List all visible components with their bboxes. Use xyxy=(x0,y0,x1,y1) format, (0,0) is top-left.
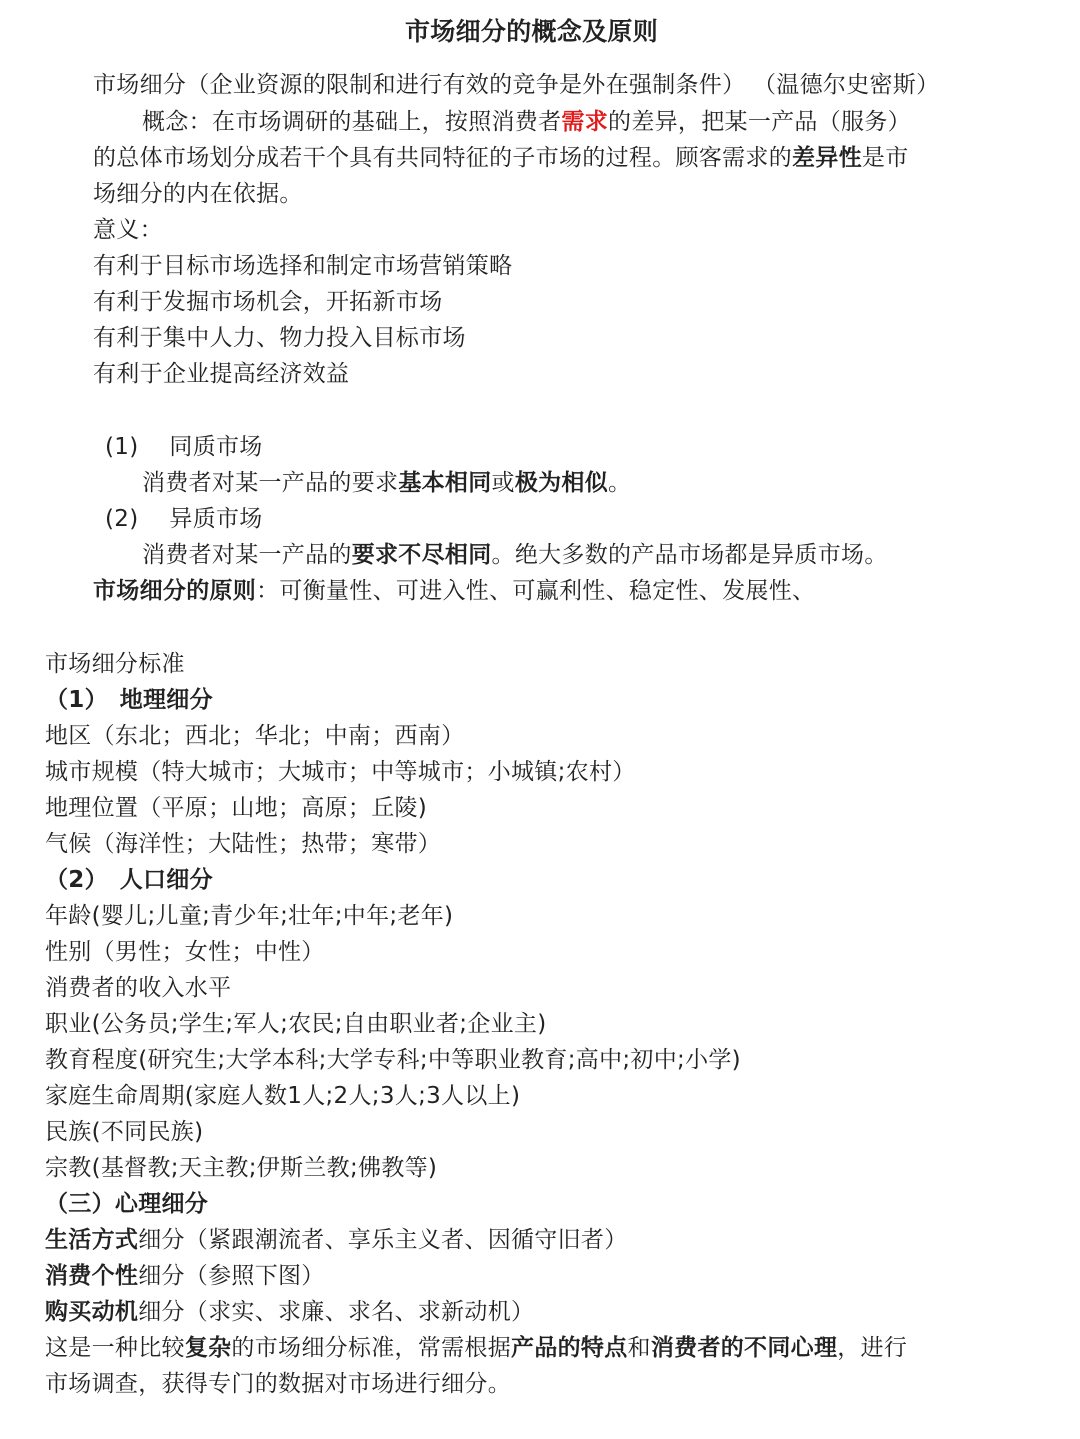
text-run: 消费者对某一产品的 xyxy=(142,542,352,568)
text-line: 市场调查，获得专门的数据对市场进行细分。 xyxy=(45,1371,511,1397)
highlight-red: 需求 xyxy=(561,109,609,135)
bold-text: 极为相似 xyxy=(514,470,609,496)
text-run: 消费者对某一产品的要求 xyxy=(142,470,399,496)
text-line: 年龄(婴儿;儿童;青少年;壮年;中年;老年) xyxy=(45,903,454,929)
text-line xyxy=(142,468,631,498)
subsection-heading: （三）心理细分 xyxy=(45,1191,209,1217)
bold-text: 消费个性 xyxy=(45,1263,139,1289)
bold-text: 复杂 xyxy=(184,1335,232,1361)
text-run: ，进行 xyxy=(837,1335,908,1361)
bold-text: 消费者的不同心理 xyxy=(650,1335,838,1361)
page-title: 市场细分的概念及原则 xyxy=(405,17,659,46)
text-line xyxy=(45,1297,534,1327)
text-line: 有利于企业提高经济效益 xyxy=(93,361,350,387)
text-line: 气候（海洋性；大陆性；热带；寒带） xyxy=(45,831,442,857)
text-line: (1) 同质市场 xyxy=(105,434,263,460)
text-run: 的差异，把某一产品（服务） xyxy=(608,109,911,135)
text-run: 。 xyxy=(608,470,632,496)
text-line: 家庭生命周期(家庭人数1人;2人;3人;3人以上) xyxy=(45,1083,521,1109)
text-line xyxy=(93,143,909,173)
text-run: 的总体市场划分成若干个具有共同特征的子市场的过程。顾客需求的 xyxy=(93,145,792,171)
text-line: 教育程度(研究生;大学本科;大学专科;中等职业教育;高中;初中;小学) xyxy=(45,1047,741,1073)
bold-text: 购买动机 xyxy=(45,1299,139,1325)
text-line xyxy=(142,540,888,570)
text-run: 的市场细分标准，常需根据 xyxy=(231,1335,512,1361)
bold-text: 要求不尽相同 xyxy=(351,542,492,568)
text-line: 地区（东北；西北；华北；中南；西南） xyxy=(45,723,465,749)
text-line xyxy=(142,107,911,137)
text-run: 或 xyxy=(491,470,515,496)
section-heading: 市场细分标准 xyxy=(45,651,185,677)
text-run: 细分（紧跟潮流者、享乐主义者、因循守旧者） xyxy=(138,1227,628,1253)
text-line: 职业(公务员;学生;军人;农民;自由职业者;企业主) xyxy=(45,1011,547,1037)
text-run: 是市 xyxy=(861,145,909,171)
text-run: 和 xyxy=(627,1335,651,1361)
bold-text: 基本相同 xyxy=(398,470,492,496)
text-line: 有利于集中人力、物力投入目标市场 xyxy=(93,325,466,351)
bold-text: 生活方式 xyxy=(45,1227,139,1253)
text-line: 消费者的收入水平 xyxy=(45,975,232,1001)
text-run: 这是一种比较 xyxy=(45,1335,185,1361)
bold-text: 产品的特点 xyxy=(511,1335,628,1361)
text-run: ：可衡量性、可进入性、可赢利性、稳定性、发展性、 xyxy=(256,578,816,604)
text-run: 细分（参照下图） xyxy=(138,1263,325,1289)
text-line: 有利于发掘市场机会，开拓新市场 xyxy=(93,289,443,315)
text-line xyxy=(93,576,815,606)
text-run: 概念：在市场调研的基础上，按照消费者 xyxy=(142,109,562,135)
subsection-heading: （1） 地理细分 xyxy=(45,687,213,713)
text-line: 意义： xyxy=(93,217,163,243)
text-run: 。绝大多数的产品市场都是异质市场。 xyxy=(491,542,888,568)
text-line xyxy=(45,1225,628,1255)
text-line: 有利于目标市场选择和制定市场营销策略 xyxy=(93,253,513,279)
text-line: (2) 异质市场 xyxy=(105,506,263,532)
bold-text: 差异性 xyxy=(792,145,862,171)
text-line: 性别（男性；女性；中性） xyxy=(45,939,325,965)
text-run: 细分（求实、求廉、求名、求新动机） xyxy=(138,1299,535,1325)
text-line: 宗教(基督教;天主教;伊斯兰教;佛教等) xyxy=(45,1155,438,1181)
text-line: 城市规模（特大城市；大城市；中等城市；小城镇;农村） xyxy=(45,759,636,785)
bold-text: 市场细分的原则 xyxy=(93,578,257,604)
text-line: 市场细分（企业资源的限制和进行有效的竞争是外在强制条件） （温德尔史密斯） xyxy=(93,72,940,98)
text-line: 地理位置（平原；山地；高原；丘陵) xyxy=(45,795,428,821)
subsection-heading: （2） 人口细分 xyxy=(45,867,213,893)
text-line xyxy=(45,1333,907,1363)
text-line xyxy=(45,1261,325,1291)
text-line: 场细分的内在依据。 xyxy=(93,181,303,207)
text-line: 民族(不同民族) xyxy=(45,1119,204,1145)
